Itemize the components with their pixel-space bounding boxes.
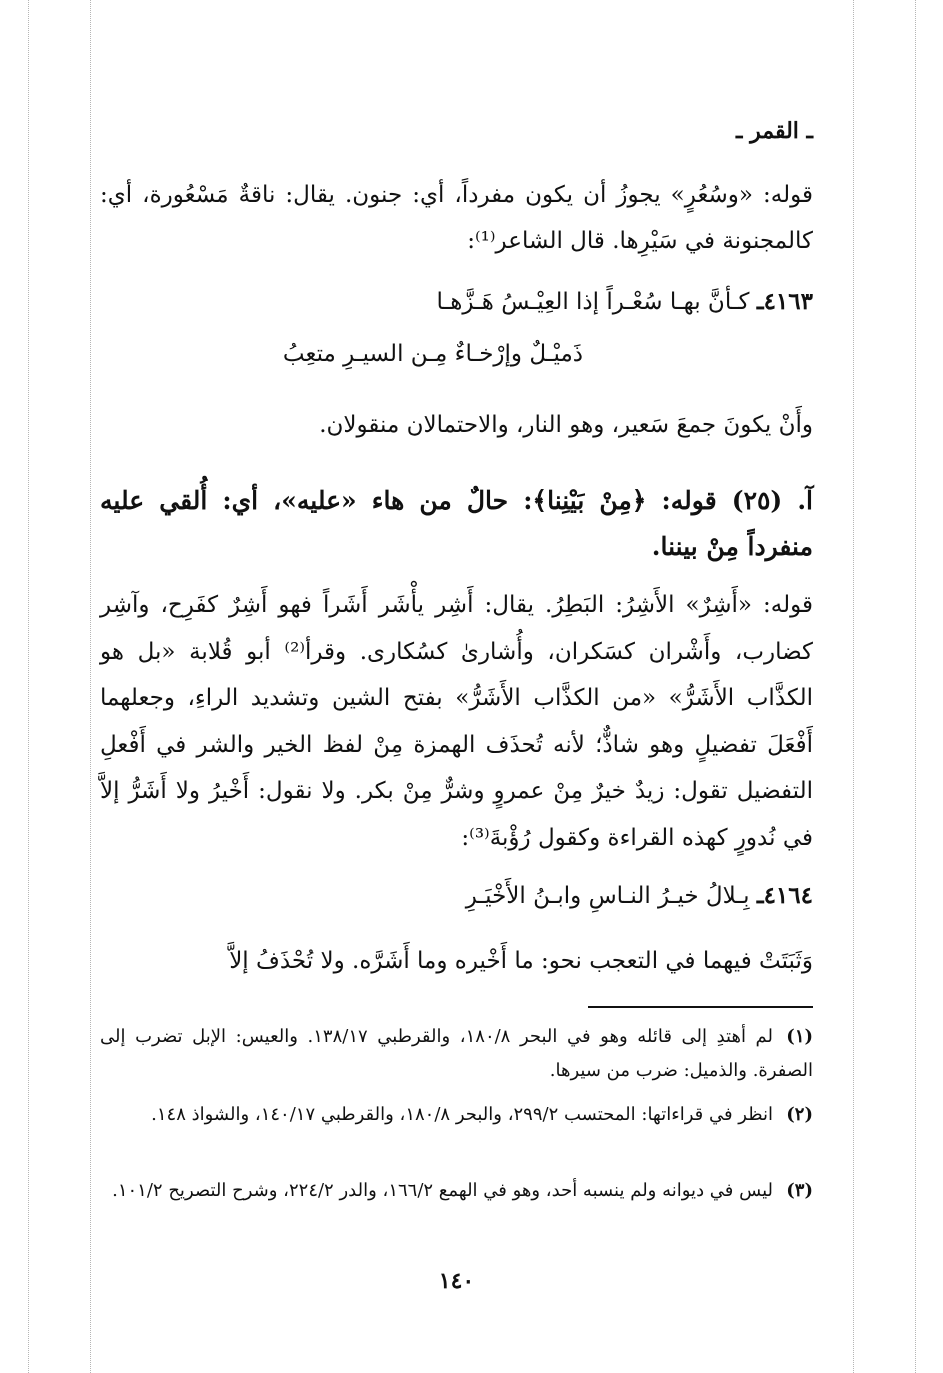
verse-4164 bbox=[466, 882, 813, 909]
footnote-number: (١) bbox=[786, 1026, 814, 1047]
footnote-text: لم أهتدِ إلى قائله وهو في البحر ١٨٠/٨، والقرطبي ١٣٨/١٧. والعيس: الإبل تضرب إلى الصفرة. والذميل: ضرب من سيرها. bbox=[100, 1026, 813, 1081]
paragraph-2: وأَنْ يكونَ جمعَ سَعير، وهو النار، والاحتمالان منقولان. bbox=[319, 412, 813, 438]
verse-number: ٤١٦٣ـ bbox=[756, 288, 813, 315]
paragraph-1: قوله: «وسُعُرٍ» يجوزُ أن يكون مفرداً، أي: جنون. يقال: ناقةٌ مَسْعُورة، أي: كالمجنونة في سَيْرِها. قال الشاعر⁽¹⁾: bbox=[100, 182, 813, 254]
paragraph-3-verse-25: آ. (٢٥) قوله: ﴿مِنْ بَيْنِنا﴾: حالٌ من هاء «عليه»، أي: أُلقي عليه منفرداً مِنْ بيننا. bbox=[100, 486, 813, 561]
page-number: ١٤٠ bbox=[438, 1268, 475, 1294]
footnote-text: ليس في ديوانه ولم ينسبه أحد، وهو في الهمع ١٦٦/٢، والدر ٢٢٤/٢، وشرح التصريح ١٠١/٢. bbox=[112, 1180, 773, 1201]
footnote-1 bbox=[100, 1020, 813, 1088]
footnote-text: انظر في قراءاتها: المحتسب ٢٩٩/٢، والبحر ١٨٠/٨، والقرطبي ١٤٠/١٧، والشواذ ١٤٨. bbox=[151, 1104, 773, 1125]
margin-guide-right-inner bbox=[853, 0, 854, 1373]
verse-first-hemistich: كـأنَّ بهـا سُعْـراً إذا العِيْـسُ هَـزَّهـا bbox=[436, 289, 750, 315]
paragraph-4: قوله: «أَشِرٌ» الأَشِرُ: البَطِرُ. يقال: أَشِر يأْشَر أَشَراً فهو أَشِرٌ كفَرِح، وآشِر كضارب، وأَشْران كسَكران، وأُشارىٰ كسُكارى. وقرأ⁽²⁾ أبو قُلابة «بل هو الكذَّاب الأَشَرُّ» «من الكذَّاب الأَشَرُّ» بفتح الشين وتشديد الراءِ، وجعلهما أَفْعَلَ تفضيلٍ وهو شاذٌّ؛ لأنه تُحذَف الهمزة مِنْ لفظ الخير والشر في أَفْعلِ التفضيل تقول: زيدٌ خيرٌ مِنْ عمروٍ وشرٌّ مِنْ بكر. ولا نقول: أَخْيرُ ولا أَشَرُّ إلاَّ في نُدورٍ كهذه القراءة وكقول رُؤْبةَ⁽³⁾: bbox=[100, 592, 814, 851]
margin-guide-left-inner bbox=[90, 0, 91, 1373]
verse-text: بِـلالُ خيـرُ النـاسِ وابـنُ الأَخْيَـرِ bbox=[465, 883, 750, 909]
footnote-number: (٢) bbox=[786, 1104, 813, 1125]
footnote-2 bbox=[100, 1098, 813, 1132]
running-header: ـ القمر ـ bbox=[735, 118, 813, 144]
footnote-3 bbox=[100, 1174, 813, 1208]
verse-number: ٤١٦٤ـ bbox=[756, 882, 813, 909]
verse-second-hemistich: ذَميْـلٌ وإرْخـاءٌ مِـن السيـرِ متعِبُ bbox=[282, 341, 583, 367]
footnote-separator bbox=[588, 1006, 813, 1008]
document-page bbox=[100, 0, 813, 1373]
margin-guide-right-outer bbox=[915, 0, 916, 1373]
paragraph-5: وَثَبَتَتْ فيهما في التعجب نحو: ما أَخْيره وما أَشَرَّه. ولا تُحْذَفُ إلاَّ bbox=[229, 948, 813, 974]
footnote-number: (٣) bbox=[786, 1180, 813, 1201]
margin-guide-left-outer bbox=[28, 0, 29, 1373]
verse-4163 bbox=[436, 288, 813, 315]
